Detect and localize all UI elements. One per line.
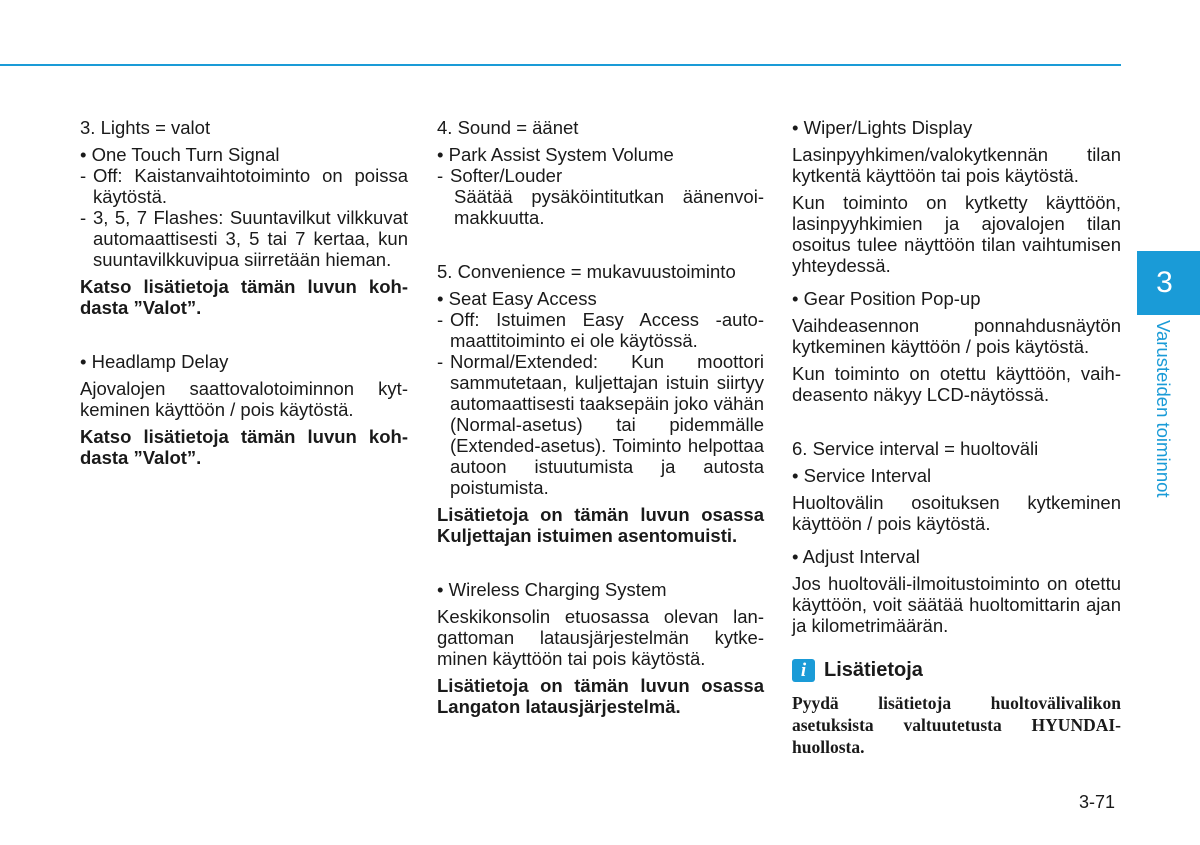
section-heading-sound: 4. Sound = äänet — [437, 117, 579, 138]
item-seat-easy-access: • Seat Easy Access — [437, 288, 597, 309]
chapter-tab — [1137, 251, 1200, 315]
item-wiper-lights-display: • Wiper/Lights Display — [792, 117, 973, 138]
item-service-interval: • Service Interval — [792, 465, 932, 486]
item-description: Säätää pysäköintitutkan äänenvoimakkuutta. — [454, 186, 764, 228]
option-softer-louder: - Softer/Louder — [437, 165, 764, 186]
reference-note: Katso lisätietoja tämän luvun kohdasta ”Valot”. — [80, 276, 408, 318]
item-wireless-charging: • Wireless Charging System — [437, 579, 667, 600]
item-one-touch-turn-signal: • One Touch Turn Signal — [80, 144, 280, 165]
item-description: Jos huoltoväli-ilmoitustoiminto on otettu käyttöön, voit säätää huoltomittarin ajan ja kilometrimäärän. — [792, 573, 1121, 636]
item-park-assist-volume: • Park Assist System Volume — [437, 144, 674, 165]
item-description: Ajovalojen saattovalotoiminnon kytkeminen käyttöön / pois käytöstä. — [80, 378, 408, 420]
option-normal-extended: - Normal/Extended: Kun moottori sammutetaan, kuljettajan istuin siirtyy automaattisesti taaksepäin joko vähän (Normal-asetus) tai pidemmälle (Extended-asetus). Toiminto helpottaa autoon istuutumista ja autosta poistumista. — [437, 351, 764, 498]
item-description: Kun toiminto on kytketty käyttöön, lasinpyyhkimien ja ajovalojen tilan osoitus tulee näyttöön tilan vaihtumisen yhteydessä. — [792, 192, 1121, 276]
item-description: Lasinpyyhkimen/valokytkennän tilan kytkentä käyttöön tai pois käytöstä. — [792, 144, 1121, 186]
info-body: Pyydä lisätietoja huoltovälivalikon asetuksista valtuutetusta HYUNDAI-huollosta. — [792, 693, 1121, 757]
item-adjust-interval: • Adjust Interval — [792, 546, 920, 567]
item-description: Kun toiminto on otettu käyttöön, vaihdeasento näkyy LCD-näytössä. — [792, 363, 1121, 405]
page-number: 3-71 — [1079, 792, 1116, 812]
column-2 — [437, 117, 764, 717]
section-heading-convenience: 5. Convenience = mukavuustoiminto — [437, 261, 736, 282]
reference-note: Lisätietoja on tämän luvun osassa Kuljettajan istuimen asentomuisti. — [437, 504, 764, 546]
column-3 — [792, 117, 1121, 758]
option-off: - Off: Kaistanvaihtotoiminto on poissa käytöstä. — [80, 165, 408, 207]
column-1 — [80, 117, 408, 468]
reference-note: Lisätietoja on tämän luvun osassa Langaton latausjärjestelmä. — [437, 675, 764, 717]
chapter-number: 3 — [1156, 266, 1173, 299]
section-heading-lights: 3. Lights = valot — [80, 117, 211, 138]
header-rule — [0, 64, 1121, 66]
option-flashes: - 3, 5, 7 Flashes: Suuntavilkut vilkkuvat automaattisesti 3, 5 tai 7 kertaa, kun suuntavilkkuvipua siirretään hieman. — [80, 207, 408, 270]
item-headlamp-delay: • Headlamp Delay — [80, 351, 229, 372]
option-off: - Off: Istuimen Easy Access -automaattitoiminto ei ole käytössä. — [437, 309, 764, 351]
item-description: Huoltovälin osoituksen kytkeminen käyttöön / pois käytöstä. — [792, 492, 1121, 534]
info-title: Lisätietoja — [824, 659, 923, 681]
reference-note: Katso lisätietoja tämän luvun kohdasta ”Valot”. — [80, 426, 408, 468]
item-description: Keskikonsolin etuosassa olevan langattoman latausjärjestelmän kytkeminen käyttöön tai pois käytöstä. — [437, 606, 764, 669]
chapter-title: Varusteiden toiminnot — [1153, 320, 1174, 498]
section-heading-service-interval: 6. Service interval = huoltoväli — [792, 438, 1039, 459]
item-gear-position-popup: • Gear Position Pop-up — [792, 288, 981, 309]
item-description: Vaihdeasennon ponnahdusnäytön kytkeminen käyttöön / pois käytöstä. — [792, 315, 1121, 357]
info-box-header — [792, 659, 1121, 682]
info-icon: i — [792, 659, 815, 682]
